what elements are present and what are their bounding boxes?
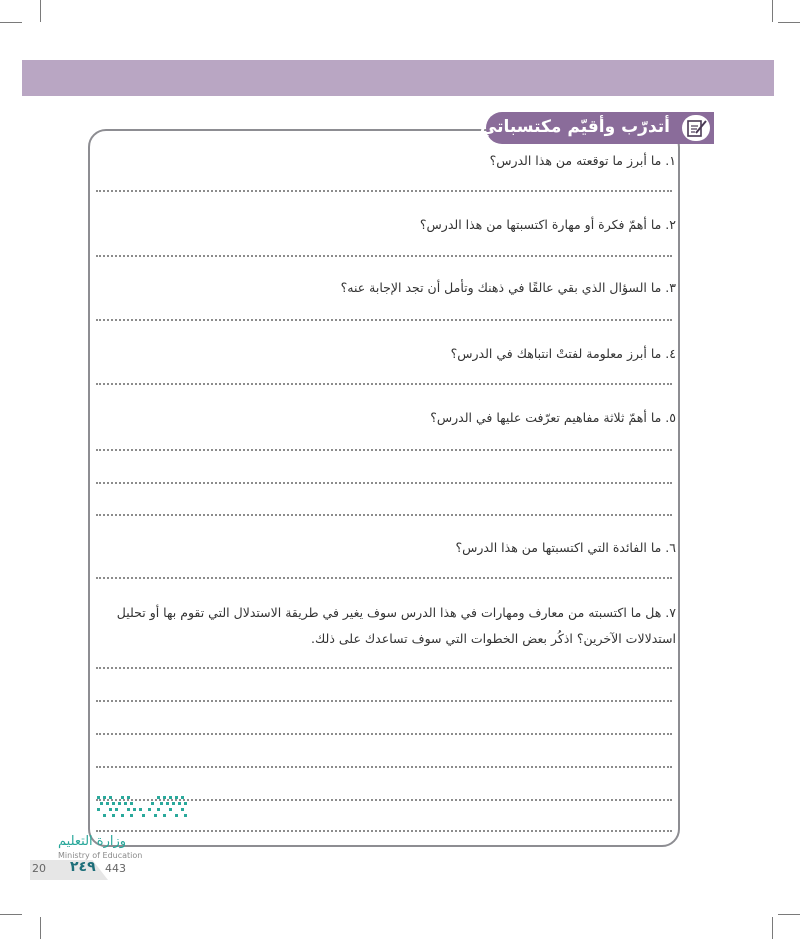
question-1: ١. ما أبرز ما توقعته من هذا الدرس؟ (489, 153, 676, 168)
question-4: ٤. ما أبرز معلومة لفتتْ انتباهك في الدرس؟ (450, 346, 676, 361)
crop-mark (40, 917, 41, 939)
question-6: ٦. ما الفائدة التي اكتسبتها من هذا الدرس؟ (455, 540, 676, 555)
question-2: ٢. ما أهمّ فكرة أو مهارة اكتسبتها من هذا الدرس؟ (419, 217, 676, 232)
answer-line[interactable] (96, 482, 672, 484)
crop-mark (40, 0, 41, 22)
crop-mark (0, 22, 22, 23)
answer-line[interactable] (96, 255, 672, 257)
answer-line[interactable] (96, 733, 672, 735)
ministry-name-ar: وزارة التعليم (58, 834, 127, 849)
answer-line[interactable] (96, 667, 672, 669)
question-5: ٥. ما أهمّ ثلاثة مفاهيم تعرّفت عليها في الدرس؟ (430, 410, 676, 425)
answer-line[interactable] (96, 700, 672, 702)
answer-line[interactable] (96, 514, 672, 516)
crop-mark (772, 917, 773, 939)
ministry-name-en: Ministry of Education (58, 851, 143, 860)
section-title-pill (479, 112, 714, 144)
pencil-notepad-icon (682, 115, 710, 141)
page-number-prefix: 20 (32, 862, 46, 875)
answer-line[interactable] (96, 383, 672, 385)
question-7: ٧. هل ما اكتسبته من معارف ومهارات في هذا الدرس سوف يغير في طريقة الاستدلال التي تقوم بها أو تحليل استدلالات الآخرين؟ اذكُر بعض الخطوات التي سوف تساعدك على ذلك. (116, 605, 676, 646)
answer-line[interactable] (96, 190, 672, 192)
answer-line[interactable] (96, 766, 672, 768)
crop-mark (778, 914, 800, 915)
question-3: ٣. ما السؤال الذي بقي عالقًا في ذهنك وتأمل أن تجد الإجابة عنه؟ (340, 280, 676, 295)
section-title: أتدرّب وأقيّم مكتسباتي (479, 117, 670, 137)
crop-mark (772, 0, 773, 22)
answer-line[interactable] (96, 577, 672, 579)
page-number-suffix: 443 (105, 862, 126, 875)
answer-line[interactable] (96, 449, 672, 451)
exercise-frame (88, 129, 680, 847)
header-band (22, 60, 774, 96)
page-number-ar: ٢٤٩ (70, 859, 96, 875)
crop-mark (778, 22, 800, 23)
crop-mark (0, 914, 22, 915)
answer-line[interactable] (96, 319, 672, 321)
